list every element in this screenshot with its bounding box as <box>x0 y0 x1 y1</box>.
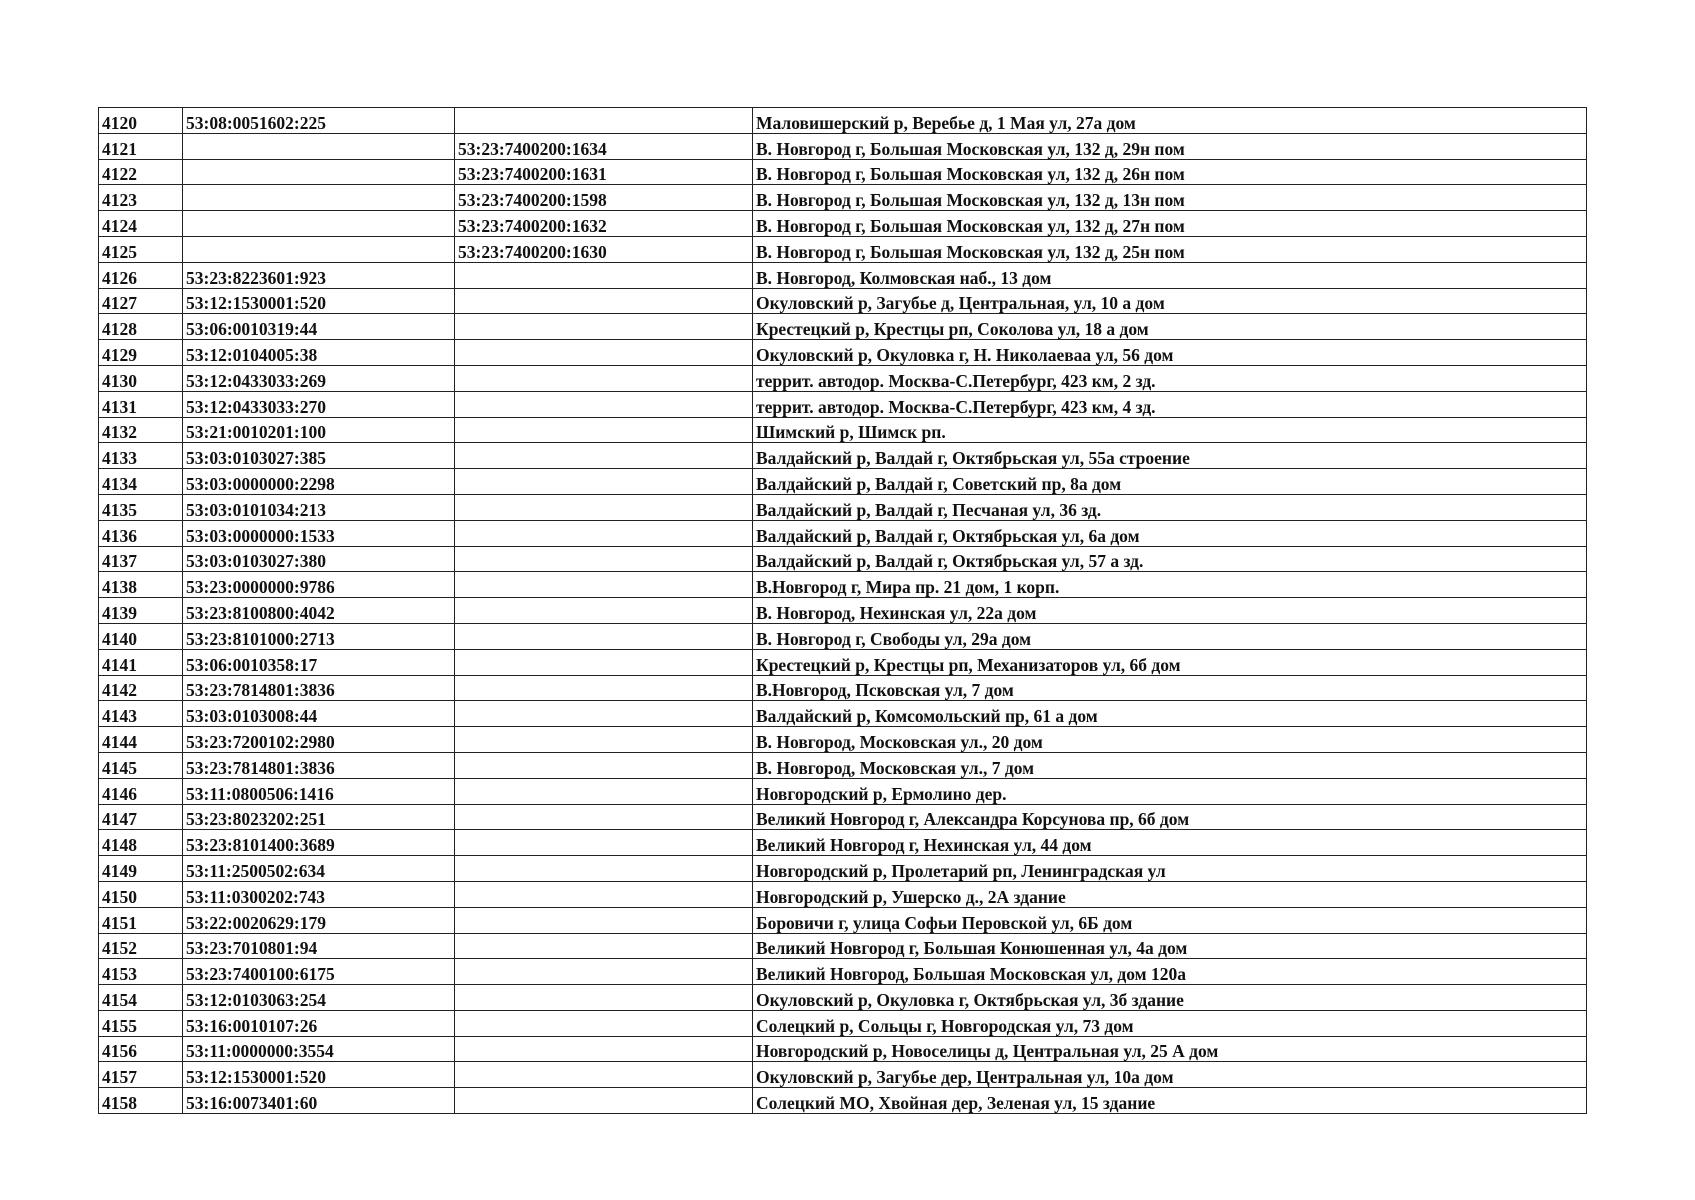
table-row <box>99 649 1587 675</box>
building-cadastral-number-cell <box>455 623 753 649</box>
address-cell: Окуловский р, Окуловка г, Октябрьская ул, 3б здание <box>753 985 1587 1011</box>
building-cadastral-number-cell <box>455 933 753 959</box>
land-cadastral-number-cell: 53:11:2500502:634 <box>183 856 455 882</box>
land-cadastral-number-cell: 53:11:0800506:1416 <box>183 778 455 804</box>
building-cadastral-number-cell: 53:23:7400200:1634 <box>455 133 753 159</box>
land-cadastral-number-cell <box>183 211 455 237</box>
address-cell: В.Новгород, Псковская ул, 7 дом <box>753 675 1587 701</box>
row-number-cell: 4149 <box>99 856 183 882</box>
table-row <box>99 211 1587 237</box>
row-number-cell: 4151 <box>99 907 183 933</box>
building-cadastral-number-cell <box>455 598 753 624</box>
table-row <box>99 546 1587 572</box>
building-cadastral-number-cell <box>455 469 753 495</box>
row-number-cell: 4137 <box>99 546 183 572</box>
land-cadastral-number-cell: 53:11:0300202:743 <box>183 881 455 907</box>
table-row <box>99 830 1587 856</box>
row-number-cell: 4125 <box>99 236 183 262</box>
land-cadastral-number-cell <box>183 185 455 211</box>
address-cell: В. Новгород, Нехинская ул, 22а дом <box>753 598 1587 624</box>
building-cadastral-number-cell <box>455 288 753 314</box>
land-cadastral-number-cell: 53:23:7010801:94 <box>183 933 455 959</box>
land-cadastral-number-cell: 53:12:0433033:269 <box>183 365 455 391</box>
row-number-cell: 4123 <box>99 185 183 211</box>
row-number-cell: 4146 <box>99 778 183 804</box>
row-number-cell: 4126 <box>99 262 183 288</box>
building-cadastral-number-cell: 53:23:7400200:1598 <box>455 185 753 211</box>
address-cell: В. Новгород г, Большая Московская ул, 132 д, 26н пом <box>753 159 1587 185</box>
table-row <box>99 1062 1587 1088</box>
table-row <box>99 675 1587 701</box>
table-row <box>99 469 1587 495</box>
land-cadastral-number-cell: 53:22:0020629:179 <box>183 907 455 933</box>
row-number-cell: 4138 <box>99 572 183 598</box>
land-cadastral-number-cell: 53:12:1530001:520 <box>183 1062 455 1088</box>
address-cell: Валдайский р, Комсомольский пр, 61 а дом <box>753 701 1587 727</box>
building-cadastral-number-cell <box>455 443 753 469</box>
table-row <box>99 933 1587 959</box>
row-number-cell: 4132 <box>99 417 183 443</box>
address-cell: Великий Новгород г, Нехинская ул, 44 дом <box>753 830 1587 856</box>
address-cell: Валдайский р, Валдай г, Октябрьская ул, 55а строение <box>753 443 1587 469</box>
address-cell: В.Новгород г, Мира пр. 21 дом, 1 корп. <box>753 572 1587 598</box>
table-row <box>99 185 1587 211</box>
building-cadastral-number-cell <box>455 752 753 778</box>
address-cell: Новгородский р, Ермолино дер. <box>753 778 1587 804</box>
address-cell: Новгородский р, Ушерско д., 2А здание <box>753 881 1587 907</box>
row-number-cell: 4154 <box>99 985 183 1011</box>
row-number-cell: 4150 <box>99 881 183 907</box>
building-cadastral-number-cell <box>455 830 753 856</box>
building-cadastral-number-cell <box>455 1062 753 1088</box>
table-row <box>99 159 1587 185</box>
building-cadastral-number-cell <box>455 856 753 882</box>
table-row <box>99 598 1587 624</box>
row-number-cell: 4129 <box>99 340 183 366</box>
table-row <box>99 340 1587 366</box>
building-cadastral-number-cell <box>455 391 753 417</box>
row-number-cell: 4136 <box>99 520 183 546</box>
land-cadastral-number-cell: 53:11:0000000:3554 <box>183 1036 455 1062</box>
land-cadastral-number-cell <box>183 159 455 185</box>
address-cell: Крестецкий р, Крестцы рп, Соколова ул, 18 а дом <box>753 314 1587 340</box>
row-number-cell: 4147 <box>99 804 183 830</box>
row-number-cell: 4140 <box>99 623 183 649</box>
address-cell: Великий Новгород г, Александра Корсунова пр, 6б дом <box>753 804 1587 830</box>
land-cadastral-number-cell: 53:16:0073401:60 <box>183 1088 455 1114</box>
land-cadastral-number-cell: 53:08:0051602:225 <box>183 108 455 134</box>
land-cadastral-number-cell: 53:06:0010358:17 <box>183 649 455 675</box>
building-cadastral-number-cell <box>455 959 753 985</box>
building-cadastral-number-cell: 53:23:7400200:1631 <box>455 159 753 185</box>
building-cadastral-number-cell <box>455 1088 753 1114</box>
address-cell: Маловишерский р, Веребье д, 1 Мая ул, 27а дом <box>753 108 1587 134</box>
address-cell: Новгородский р, Пролетарий рп, Ленинградская ул <box>753 856 1587 882</box>
land-cadastral-number-cell: 53:12:0104005:38 <box>183 340 455 366</box>
building-cadastral-number-cell <box>455 1010 753 1036</box>
address-cell: В. Новгород г, Свободы ул, 29а дом <box>753 623 1587 649</box>
building-cadastral-number-cell <box>455 365 753 391</box>
land-cadastral-number-cell: 53:23:8023202:251 <box>183 804 455 830</box>
table-row <box>99 236 1587 262</box>
land-cadastral-number-cell: 53:23:7400100:6175 <box>183 959 455 985</box>
address-cell: Валдайский р, Валдай г, Октябрьская ул, 6а дом <box>753 520 1587 546</box>
land-cadastral-number-cell: 53:23:7814801:3836 <box>183 675 455 701</box>
address-cell: Валдайский р, Валдай г, Октябрьская ул, 57 а зд. <box>753 546 1587 572</box>
land-cadastral-number-cell <box>183 236 455 262</box>
row-number-cell: 4156 <box>99 1036 183 1062</box>
row-number-cell: 4120 <box>99 108 183 134</box>
building-cadastral-number-cell <box>455 572 753 598</box>
land-cadastral-number-cell: 53:16:0010107:26 <box>183 1010 455 1036</box>
land-cadastral-number-cell: 53:03:0103027:380 <box>183 546 455 572</box>
land-cadastral-number-cell: 53:23:8101400:3689 <box>183 830 455 856</box>
address-cell: Окуловский р, Загубье дер, Центральная ул, 10а дом <box>753 1062 1587 1088</box>
row-number-cell: 4144 <box>99 727 183 753</box>
address-cell: В. Новгород г, Большая Московская ул, 132 д, 13н пом <box>753 185 1587 211</box>
land-cadastral-number-cell: 53:03:0000000:1533 <box>183 520 455 546</box>
address-cell: В. Новгород, Московская ул., 7 дом <box>753 752 1587 778</box>
building-cadastral-number-cell: 53:23:7400200:1632 <box>455 211 753 237</box>
land-cadastral-number-cell: 53:06:0010319:44 <box>183 314 455 340</box>
address-cell: В. Новгород, Московская ул., 20 дом <box>753 727 1587 753</box>
land-cadastral-number-cell: 53:12:0103063:254 <box>183 985 455 1011</box>
table-row <box>99 959 1587 985</box>
address-cell: Крестецкий р, Крестцы рп, Механизаторов ул, 6б дом <box>753 649 1587 675</box>
table-row <box>99 727 1587 753</box>
row-number-cell: 4139 <box>99 598 183 624</box>
table-row <box>99 804 1587 830</box>
land-cadastral-number-cell <box>183 133 455 159</box>
table-row <box>99 1010 1587 1036</box>
row-number-cell: 4142 <box>99 675 183 701</box>
land-cadastral-number-cell: 53:03:0000000:2298 <box>183 469 455 495</box>
address-cell: В. Новгород г, Большая Московская ул, 132 д, 29н пом <box>753 133 1587 159</box>
row-number-cell: 4130 <box>99 365 183 391</box>
table-row <box>99 752 1587 778</box>
building-cadastral-number-cell <box>455 546 753 572</box>
building-cadastral-number-cell <box>455 701 753 727</box>
building-cadastral-number-cell <box>455 804 753 830</box>
row-number-cell: 4145 <box>99 752 183 778</box>
row-number-cell: 4121 <box>99 133 183 159</box>
table-row <box>99 391 1587 417</box>
address-cell: В. Новгород г, Большая Московская ул, 132 д, 25н пом <box>753 236 1587 262</box>
address-cell: Новгородский р, Новоселицы д, Центральная ул, 25 А дом <box>753 1036 1587 1062</box>
row-number-cell: 4157 <box>99 1062 183 1088</box>
row-number-cell: 4141 <box>99 649 183 675</box>
row-number-cell: 4153 <box>99 959 183 985</box>
land-cadastral-number-cell: 53:12:1530001:520 <box>183 288 455 314</box>
address-cell: террит. автодор. Москва-С.Петербург, 423 км, 4 зд. <box>753 391 1587 417</box>
table-row <box>99 1036 1587 1062</box>
land-cadastral-number-cell: 53:03:0103008:44 <box>183 701 455 727</box>
row-number-cell: 4134 <box>99 469 183 495</box>
building-cadastral-number-cell <box>455 985 753 1011</box>
table-row <box>99 701 1587 727</box>
building-cadastral-number-cell <box>455 417 753 443</box>
land-cadastral-number-cell: 53:23:0000000:9786 <box>183 572 455 598</box>
building-cadastral-number-cell <box>455 262 753 288</box>
land-cadastral-number-cell: 53:03:0101034:213 <box>183 494 455 520</box>
row-number-cell: 4152 <box>99 933 183 959</box>
address-cell: В. Новгород, Колмовская наб., 13 дом <box>753 262 1587 288</box>
row-number-cell: 4158 <box>99 1088 183 1114</box>
table-row <box>99 856 1587 882</box>
row-number-cell: 4127 <box>99 288 183 314</box>
address-cell: Солецкий р, Сольцы г, Новгородская ул, 73 дом <box>753 1010 1587 1036</box>
table-row <box>99 288 1587 314</box>
table-row <box>99 985 1587 1011</box>
building-cadastral-number-cell <box>455 520 753 546</box>
table-row <box>99 881 1587 907</box>
building-cadastral-number-cell <box>455 881 753 907</box>
building-cadastral-number-cell <box>455 649 753 675</box>
building-cadastral-number-cell <box>455 675 753 701</box>
table-row <box>99 623 1587 649</box>
table-row <box>99 572 1587 598</box>
building-cadastral-number-cell <box>455 1036 753 1062</box>
land-cadastral-number-cell: 53:03:0103027:385 <box>183 443 455 469</box>
address-cell: террит. автодор. Москва-С.Петербург, 423 км, 2 зд. <box>753 365 1587 391</box>
address-cell: Великий Новгород, Большая Московская ул, дом 120а <box>753 959 1587 985</box>
row-number-cell: 4148 <box>99 830 183 856</box>
row-number-cell: 4135 <box>99 494 183 520</box>
land-cadastral-number-cell: 53:23:8223601:923 <box>183 262 455 288</box>
table-row <box>99 365 1587 391</box>
table-row <box>99 262 1587 288</box>
table-row <box>99 417 1587 443</box>
address-cell: Валдайский р, Валдай г, Песчаная ул, 36 зд. <box>753 494 1587 520</box>
land-cadastral-number-cell: 53:23:8101000:2713 <box>183 623 455 649</box>
table-row <box>99 778 1587 804</box>
row-number-cell: 4131 <box>99 391 183 417</box>
property-table-body <box>99 108 1587 1114</box>
address-cell: Шимский р, Шимск рп. <box>753 417 1587 443</box>
land-cadastral-number-cell: 53:21:0010201:100 <box>183 417 455 443</box>
row-number-cell: 4128 <box>99 314 183 340</box>
land-cadastral-number-cell: 53:23:8100800:4042 <box>183 598 455 624</box>
table-row <box>99 907 1587 933</box>
land-cadastral-number-cell: 53:23:7814801:3836 <box>183 752 455 778</box>
building-cadastral-number-cell <box>455 778 753 804</box>
address-cell: Боровичи г, улица Софьи Перовской ул, 6Б дом <box>753 907 1587 933</box>
address-cell: Окуловский р, Загубье д, Центральная, ул, 10 а дом <box>753 288 1587 314</box>
address-cell: Окуловский р, Окуловка г, Н. Николаеваа ул, 56 дом <box>753 340 1587 366</box>
table-row <box>99 314 1587 340</box>
land-cadastral-number-cell: 53:23:7200102:2980 <box>183 727 455 753</box>
building-cadastral-number-cell <box>455 727 753 753</box>
row-number-cell: 4124 <box>99 211 183 237</box>
row-number-cell: 4143 <box>99 701 183 727</box>
land-cadastral-number-cell: 53:12:0433033:270 <box>183 391 455 417</box>
table-row <box>99 1088 1587 1114</box>
table-row <box>99 443 1587 469</box>
row-number-cell: 4155 <box>99 1010 183 1036</box>
table-row <box>99 108 1587 134</box>
address-cell: Валдайский р, Валдай г, Советский пр, 8а дом <box>753 469 1587 495</box>
building-cadastral-number-cell <box>455 340 753 366</box>
row-number-cell: 4133 <box>99 443 183 469</box>
building-cadastral-number-cell <box>455 314 753 340</box>
address-cell: В. Новгород г, Большая Московская ул, 132 д, 27н пом <box>753 211 1587 237</box>
table-row <box>99 520 1587 546</box>
address-cell: Солецкий МО, Хвойная дер, Зеленая ул, 15 здание <box>753 1088 1587 1114</box>
building-cadastral-number-cell <box>455 907 753 933</box>
table-row <box>99 494 1587 520</box>
table-row <box>99 133 1587 159</box>
building-cadastral-number-cell <box>455 494 753 520</box>
row-number-cell: 4122 <box>99 159 183 185</box>
building-cadastral-number-cell <box>455 108 753 134</box>
building-cadastral-number-cell: 53:23:7400200:1630 <box>455 236 753 262</box>
address-cell: Великий Новгород г, Большая Конюшенная ул, 4а дом <box>753 933 1587 959</box>
property-table <box>98 107 1587 1114</box>
